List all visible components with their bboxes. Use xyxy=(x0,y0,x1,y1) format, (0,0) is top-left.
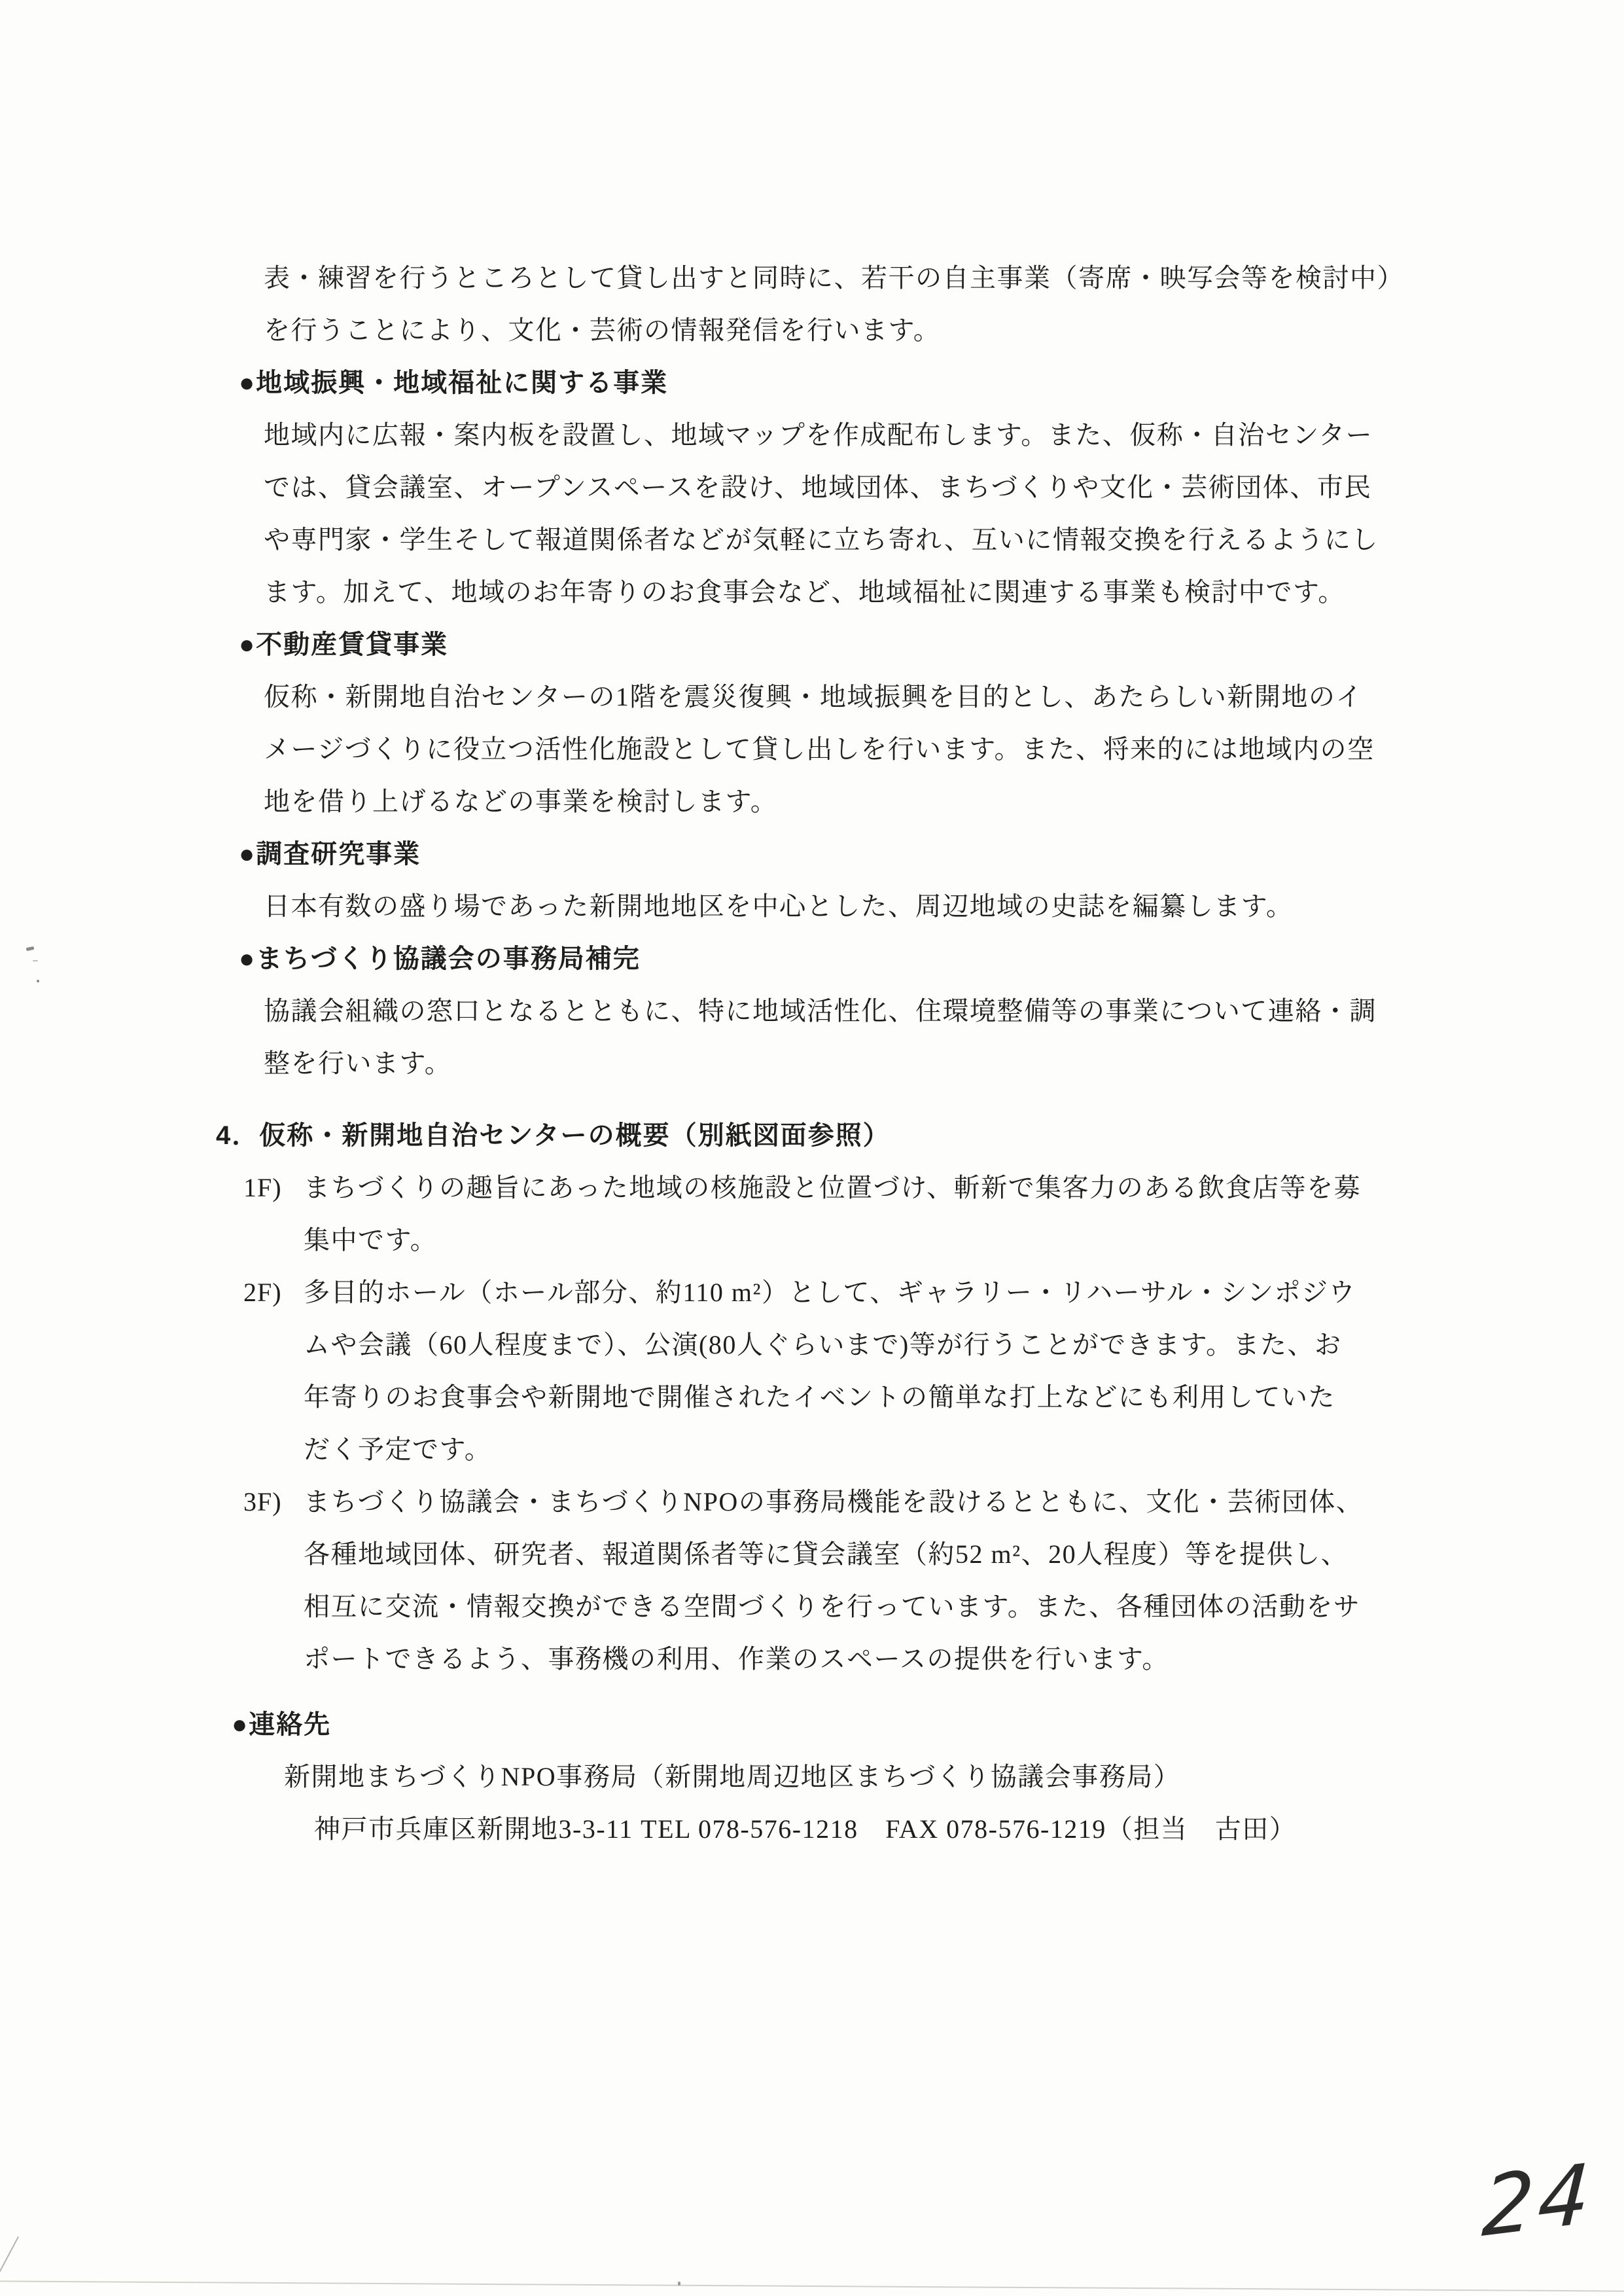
section-heading-center-overview: 4．仮称・新開地自治センターの概要（別紙図面参照） xyxy=(216,1121,891,1150)
paragraph-line: ます。加えて、地域のお年寄りのお食事会など、地域福祉に関連する事業も検討中です。 xyxy=(264,577,1345,607)
paragraph-line: 地を借り上げるなどの事業を検討します。 xyxy=(264,787,778,816)
scan-speck xyxy=(33,960,38,961)
section-heading-research: ●調査研究事業 xyxy=(239,840,421,869)
paragraph-line: では、貸会議室、オープンスペースを設け、地域団体、まちづくりや文化・芸術団体、市民 xyxy=(264,473,1371,502)
paragraph-line: 地域内に広報・案内板を設置し、地域マップを作成配布します。また、仮称・自治センター xyxy=(264,420,1373,450)
floor-line: まちづくり協議会・まちづくりNPOの事務局機能を設けるとともに、文化・芸術団体、 xyxy=(304,1487,1364,1516)
floor-line: 各種地域団体、研究者、報道関係者等に貸会議室（約52 m²、20人程度）等を提供し、 xyxy=(304,1539,1349,1569)
scan-speck xyxy=(37,980,39,982)
section-heading-community-promotion: ●地域振興・地域福祉に関する事業 xyxy=(239,368,669,397)
paragraph-line: や専門家・学生そして報道関係者などが気軽に立ち寄れ、互いに情報交換を行えるようにし xyxy=(264,525,1379,554)
floor-label-2f: 2F) xyxy=(243,1278,282,1307)
floor-line: 集中です。 xyxy=(304,1225,438,1255)
floor-line: だく予定です。 xyxy=(304,1435,492,1464)
floor-line: ポートできるよう、事務機の利用、作業のスペースの提供を行います。 xyxy=(304,1644,1169,1674)
scan-speck xyxy=(678,2282,680,2286)
handwritten-page-number: 24 xyxy=(1479,2145,1597,2256)
section-heading-contact: ●連絡先 xyxy=(232,1710,332,1739)
paragraph-line: 日本有数の盛り場であった新開地地区を中心とした、周辺地域の史誌を編纂します。 xyxy=(264,891,1294,921)
document-content xyxy=(0,252,1624,1856)
paragraph-line: 整を行います。 xyxy=(264,1049,452,1078)
floor-line: まちづくりの趣旨にあった地域の核施設と位置づけ、斬新で集客力のある飲食店等を募 xyxy=(304,1173,1362,1202)
floor-item-2f xyxy=(243,1266,1624,1319)
paragraph-line: 仮称・新開地自治センターの1階を震災復興・地域振興を目的とし、あたらしい新開地のイ xyxy=(264,682,1363,711)
floor-line: ムや会議（60人程度まで）、公演(80人ぐらいまで)等が行うことができます。また、お xyxy=(304,1330,1342,1359)
paragraph-line: を行うことにより、文化・芸術の情報発信を行います。 xyxy=(264,315,941,345)
floor-label-3f: 3F) xyxy=(243,1487,282,1516)
contact-line-address-phone: 神戸市兵庫区新開地3-3-11 TEL 078-576-1218 FAX 078-576-1219（担当 古田） xyxy=(314,1814,1297,1844)
floor-line: 相互に交流・情報交換ができる空間づくりを行っています。また、各種団体の活動をサ xyxy=(304,1592,1361,1621)
paragraph-line: メージづくりに役立つ活性化施設として貸し出しを行います。また、将来的には地域内の空 xyxy=(264,734,1375,764)
scan-edge-line xyxy=(0,2280,1624,2291)
paragraph-line: 表・練習を行うところとして貸し出すと同時に、若干の自主事業（寄席・映写会等を検討中） xyxy=(264,263,1404,293)
section-heading-council-support: ●まちづくり協議会の事務局補完 xyxy=(239,944,641,973)
paragraph-line: 協議会組織の窓口となるとともに、特に地域活性化、住環境整備等の事業について連絡・調 xyxy=(264,996,1377,1026)
floor-item-3f xyxy=(243,1476,1624,1528)
floor-line: 年寄りのお食事会や新開地で開催されたイベントの簡単な打上などにも利用していた xyxy=(304,1382,1335,1412)
floor-item-1f xyxy=(243,1162,1624,1214)
floor-label-1f: 1F) xyxy=(243,1173,282,1202)
section-heading-real-estate: ●不動産賃貸事業 xyxy=(239,630,449,659)
contact-line-office: 新開地まちづくりNPO事務局（新開地周辺地区まちづくり協議会事務局） xyxy=(284,1762,1181,1791)
floor-line: 多目的ホール（ホール部分、約110 m²）として、ギャラリー・リハーサル・シンポジウ xyxy=(304,1278,1356,1307)
